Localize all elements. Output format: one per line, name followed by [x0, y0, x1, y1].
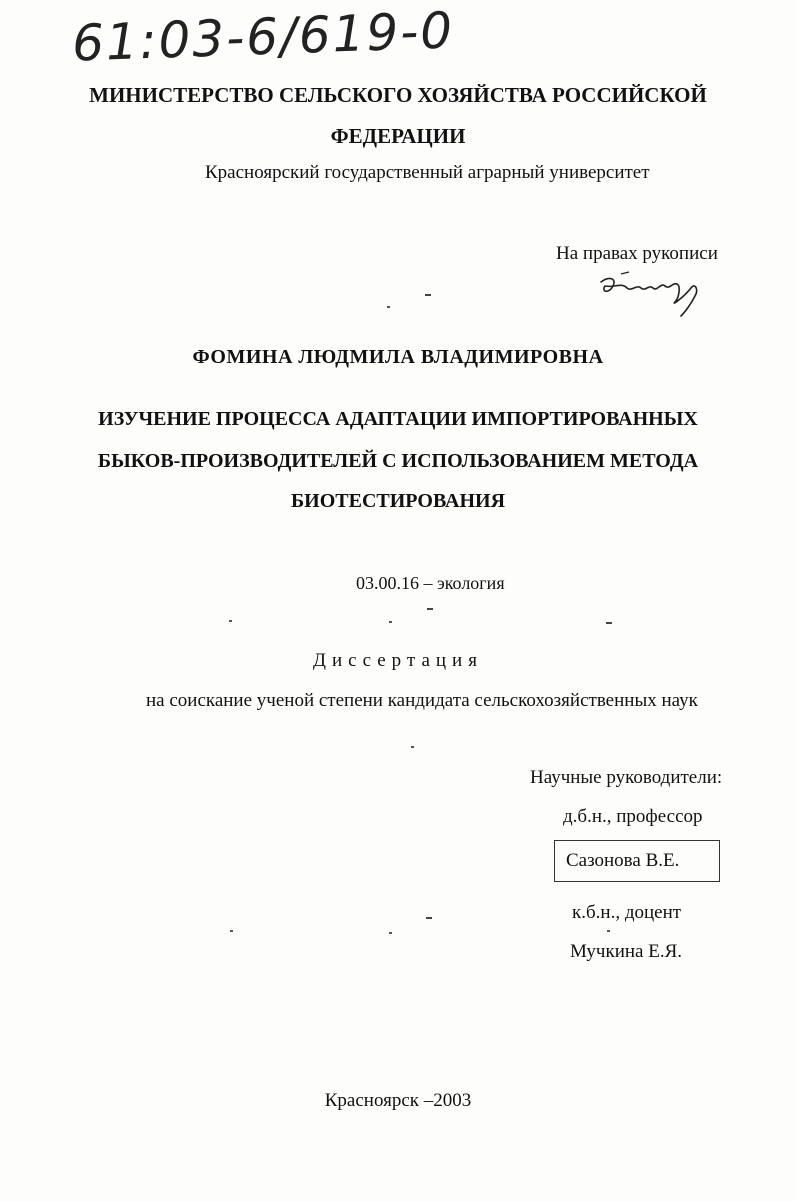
scan-speck: [389, 621, 392, 623]
author-signature: [595, 268, 715, 318]
scan-speck: [229, 620, 232, 622]
handwritten-archive-number: 61:03-6/619-0: [71, 1, 455, 73]
degree-statement: на соискание ученой степени кандидата сельскохозяйственных наук: [146, 690, 698, 711]
scan-speck: [606, 622, 612, 624]
scan-speck: [426, 917, 432, 919]
supervisor2-title: к.б.н., доцент: [572, 902, 682, 923]
supervisor2-name: Мучкина Е.Я.: [570, 941, 683, 962]
scan-speck: [389, 932, 392, 934]
supervisors-label: Научные руководители:: [530, 767, 723, 788]
supervisor1-name: Сазонова В.Е.: [566, 850, 680, 871]
dissertation-title-line3: БИОТЕСТИРОВАНИЯ: [290, 490, 506, 512]
city-and-year: Красноярск –2003: [324, 1090, 472, 1111]
document-type: Диссертация: [313, 650, 483, 671]
scan-speck: [411, 746, 414, 748]
scan-speck: [425, 294, 431, 296]
manuscript-rights-note: На правах рукописи: [556, 243, 718, 264]
author-name: ФОМИНА ЛЮДМИЛА ВЛАДИМИРОВНА: [192, 346, 604, 368]
scan-speck: [387, 306, 390, 308]
supervisor1-title: д.б.н., профессор: [563, 806, 703, 827]
scan-speck: [230, 930, 233, 932]
university-name: Красноярский государственный аграрный университет: [205, 162, 650, 183]
scan-speck: [427, 608, 433, 610]
scan-speck: [607, 930, 610, 932]
dissertation-title-line1: ИЗУЧЕНИЕ ПРОЦЕССА АДАПТАЦИИ ИМПОРТИРОВАННЫХ: [98, 408, 698, 430]
specialty-code: 03.00.16 – экология: [356, 573, 505, 593]
dissertation-title-line2: БЫКОВ-ПРОИЗВОДИТЕЛЕЙ С ИСПОЛЬЗОВАНИЕМ МЕТОДА: [97, 450, 699, 472]
ministry-heading-line2: ФЕДЕРАЦИИ: [330, 124, 466, 148]
ministry-heading-line1: МИНИСТЕРСТВО СЕЛЬСКОГО ХОЗЯЙСТВА РОССИЙСКОЙ: [89, 83, 707, 107]
